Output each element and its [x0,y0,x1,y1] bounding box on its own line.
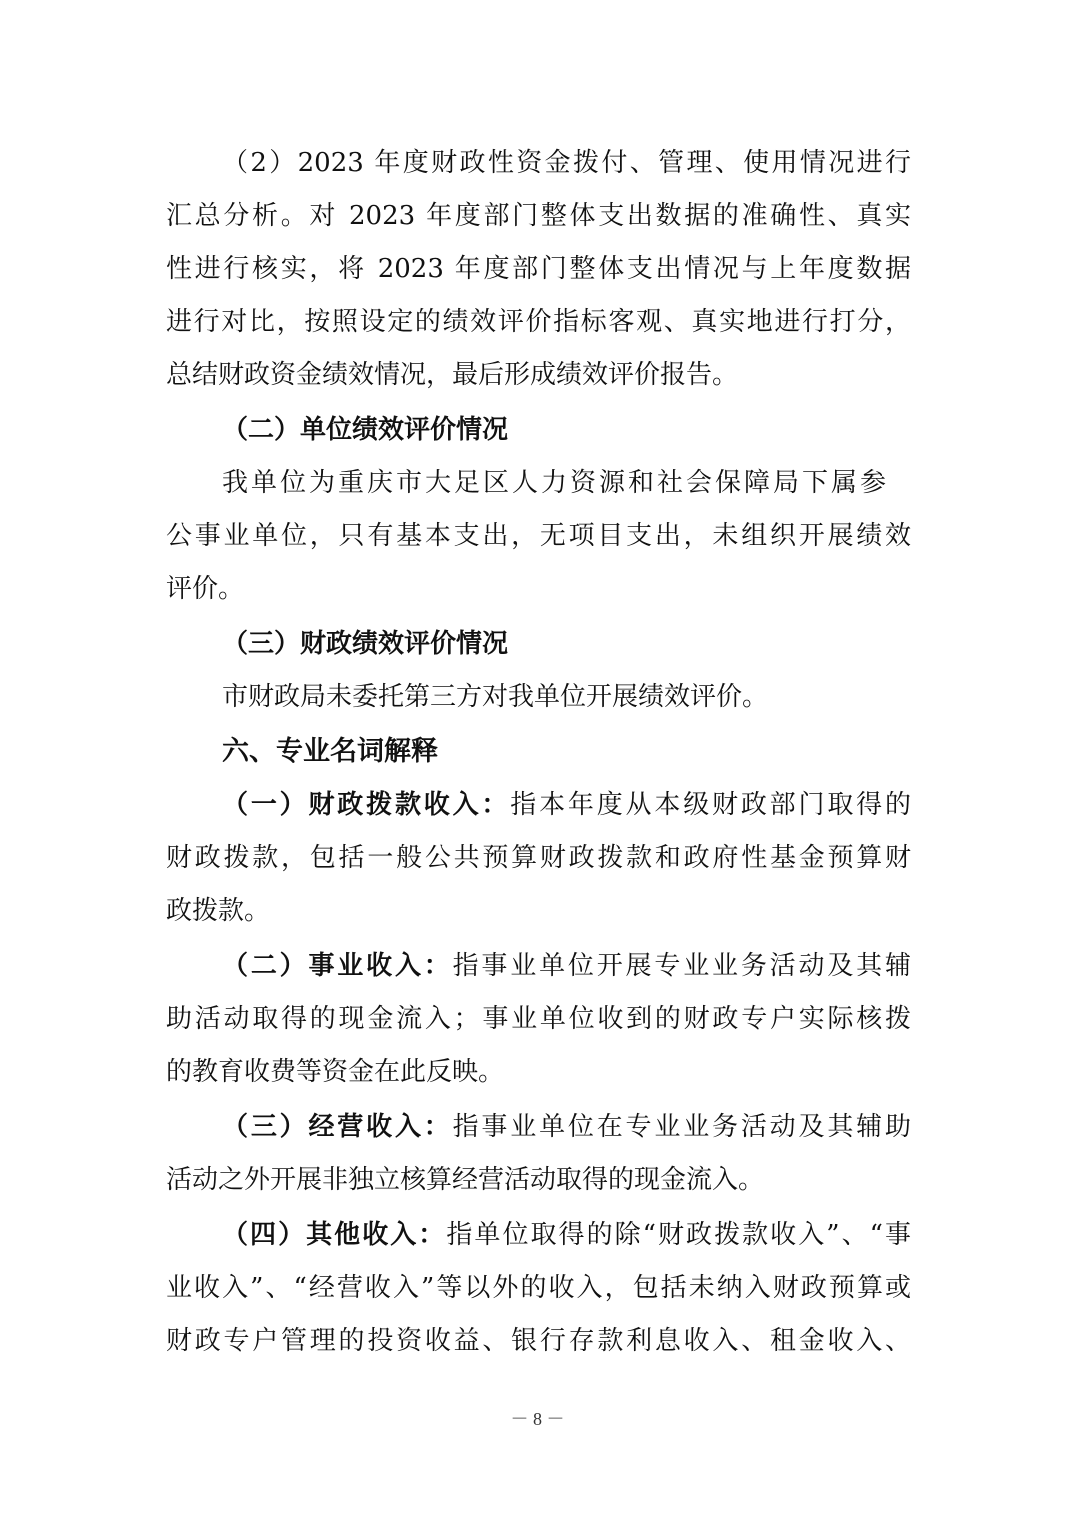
paragraph-line: 总结财政资金绩效情况，最后形成绩效评价报告。 [166,360,739,390]
paragraph-line: 政拨款。 [166,896,271,926]
paragraph-line: （2）2023 年度财政性资金拨付、管理、使用情况进行 [222,148,911,178]
paragraph-line: 活动之外开展非独立核算经营活动取得的现金流入。 [166,1165,765,1195]
section-heading: （二）单位绩效评价情况 [222,415,509,445]
paragraph-line: 的教育收费等资金在此反映。 [166,1057,505,1087]
page-number: － 8 － [510,1409,565,1429]
paragraph-line: 市财政局未委托第三方对我单位开展绩效评价。 [222,682,769,712]
term-text: 指事业单位开展专业业务活动及其辅 [452,951,911,981]
paragraph-line: 助活动取得的现金流入；事业单位收到的财政专户实际核拨 [166,1004,911,1034]
paragraph-line: 业收入”、“经营收入”等以外的收入，包括未纳入财政预算或 [166,1273,911,1303]
term-label: （四）其他收入： [222,1220,447,1250]
term-definition-line [222,1107,911,1147]
term-label: （三）经营收入： [222,1112,453,1142]
paragraph-line: 进行对比，按照设定的绩效评价指标客观、真实地进行打分， [166,307,911,337]
term-definition-line [222,946,911,986]
paragraph-line: 财政拨款，包括一般公共预算财政拨款和政府性基金预算财 [166,843,911,873]
paragraph-line: 汇总分析。对 2023 年度部门整体支出数据的准确性、真实 [166,201,911,231]
paragraph-line: 性进行核实，将 2023 年度部门整体支出情况与上年度数据 [166,254,911,284]
term-label: （一）财政拨款收入： [222,790,511,820]
paragraph-line: 公事业单位，只有基本支出，无项目支出，未组织开展绩效 [166,521,911,551]
chapter-heading: 六、专业名词解释 [222,736,438,767]
paragraph-line: 我单位为重庆市大足区人力资源和社会保障局下属参 [222,468,886,498]
section-heading: （三）财政绩效评价情况 [222,629,509,659]
term-label: （二）事业收入： [222,951,453,981]
paragraph-line: 评价。 [166,574,245,604]
term-text: 指事业单位在专业业务活动及其辅助 [452,1112,911,1142]
term-text: 指单位取得的除“财政拨款收入”、“事 [446,1220,911,1250]
term-text: 指本年度从本级财政部门取得的 [510,790,911,820]
term-definition-line [222,1215,911,1255]
paragraph-line: 财政专户管理的投资收益、银行存款利息收入、租金收入、 [166,1326,911,1356]
term-definition-line [222,785,911,825]
